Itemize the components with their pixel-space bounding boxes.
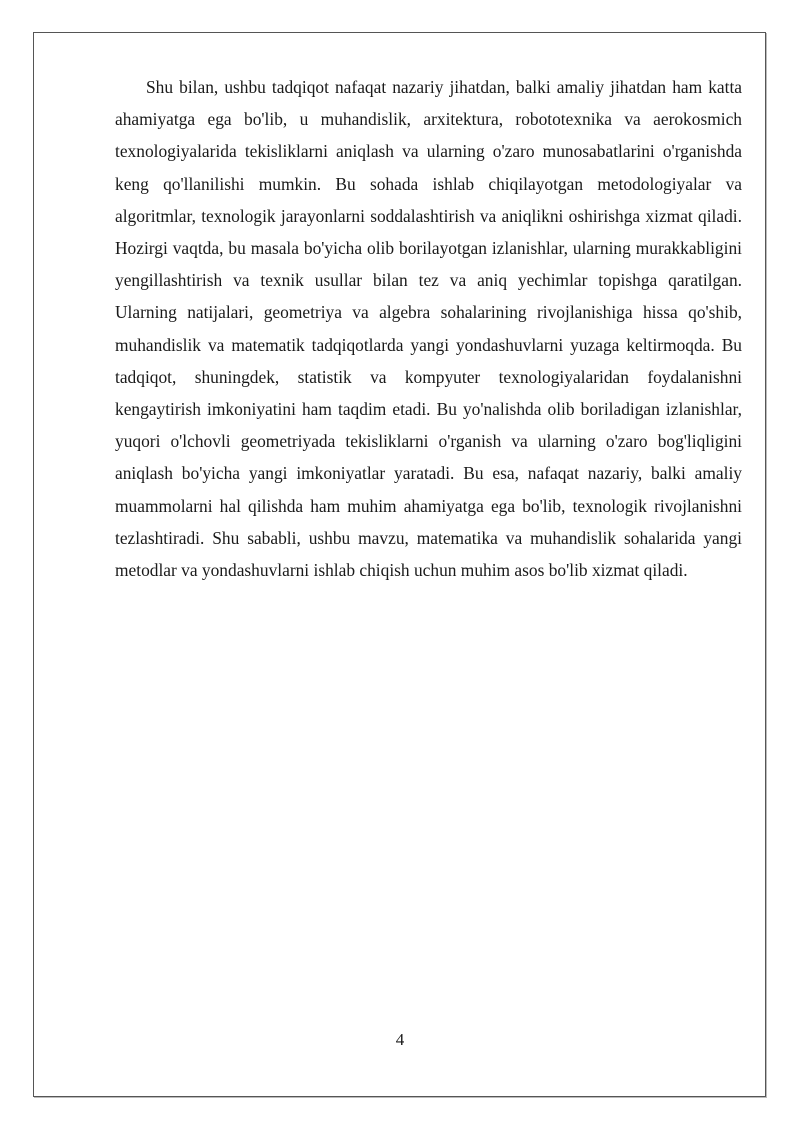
body-paragraph: Shu bilan, ushbu tadqiqot nafaqat nazariy jihatdan, balki amaliy jihatdan ham katta ahamiyatga ega bo'lib, u muhandislik, arxitektura, robototexnika va aerokosmich texnologiyalarida tekisliklarni aniqlash va ularning o'zaro munosabatlarini o'rganishda keng qo'llanilishi mumkin. Bu sohada ishlab chiqilayotgan metodologiyalar va algoritmlar, texnologik jarayonlarni soddalashtirish va aniqlikni oshirishga xizmat qiladi. Hozirgi vaqtda, bu masala bo'yicha olib borilayotgan izlanishlar, ularning murakkabligini yengillashtirish va texnik usullar bilan tez va aniq yechimlar topishga qaratilgan. Ularning natijalari, geometriya va algebra sohalarining rivojlanishiga hissa qo'shib, muhandislik va matematik tadqiqotlarda yangi yondashuvlarni yuzaga keltirmoqda. Bu tadqiqot, shuningdek, statistik va kompyuter texnologiyalaridan foydalanishni kengaytirish imkoniyatini ham taqdim etadi. Bu yo'nalishda olib boriladigan izlanishlar, yuqori o'lchovli geometriyada tekisliklarni o'rganish va ularning o'zaro bog'liqligini aniqlash bo'yicha yangi imkoniyatlar yaratadi. Bu esa, nafaqat nazariy, balki amaliy muammolarni hal qilishda ham muhim ahamiyatga ega bo'lib, texnologik rivojlanishni tezlashtiradi. Shu sababli, ushbu mavzu, matematika va muhandislik sohalarida yangi metodlar va yondashuvlarni ishlab chiqish uchun muhim asos bo'lib xizmat qiladi. (115, 77, 742, 581)
page-number: 4 (395, 1030, 405, 1049)
